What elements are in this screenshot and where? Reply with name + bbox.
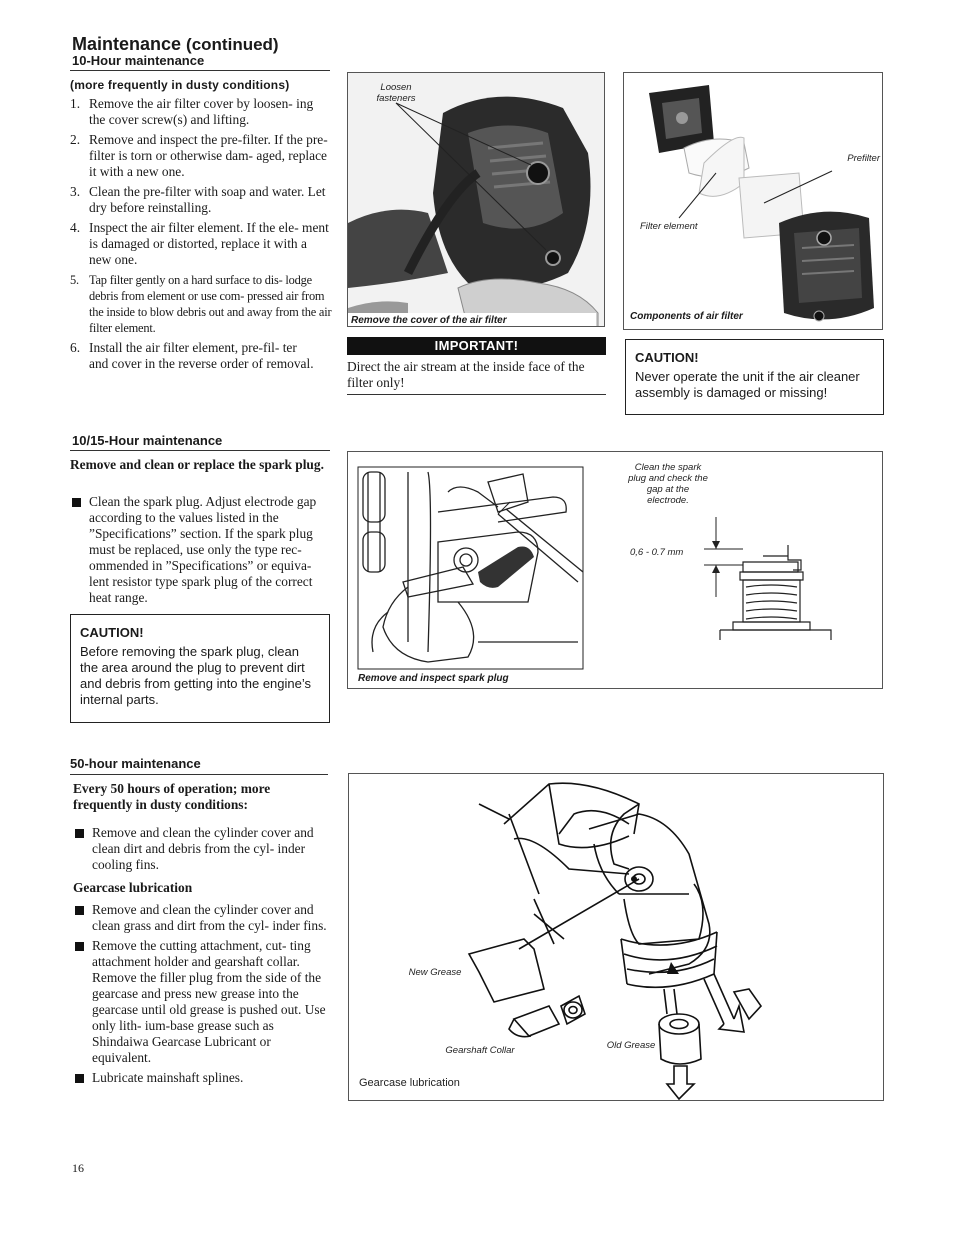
bullet-square-icon (75, 942, 84, 951)
caution-text: Never operate the unit if the air cleaner assembly is damaged or missing! (635, 369, 860, 400)
ten-hour-step: 5. Tap filter gently on a hard surface to dis- lodge debris from element or use com- pressed air from the inside to blow debris out and away from the air filter element. (70, 273, 332, 335)
gearcase-subheading: Gearcase lubrication (73, 880, 193, 895)
spark-plug-clean-label: Clean the spark plug and check the gap at the electrode. (628, 462, 708, 506)
important-text: Direct the air stream at the inside face of the filter only! (347, 359, 585, 390)
ten-hour-heading: 10-Hour maintenance (72, 53, 205, 68)
important-banner: IMPORTANT! (347, 337, 606, 355)
fifty-hour-bullets-b (73, 902, 329, 1090)
caution-title: CAUTION! (80, 625, 144, 640)
important-rule (347, 394, 606, 395)
fifteen-hour-intro: Remove and clean or replace the spark plug. (70, 457, 324, 472)
caution-text: Before removing the spark plug, clean the area around the plug to prevent dirt and debris from getting into the engine’s internal parts. (80, 644, 312, 707)
air-filter-components-caption: Components of air filter (630, 311, 743, 322)
loosen-fasteners-label: Loosen fasteners (376, 82, 416, 104)
ten-hour-step: 3. Clean the pre-filter with soap and water. Let dry before reinstalling. (70, 184, 326, 215)
bullet-square-icon (75, 1074, 84, 1083)
fifty-hour-bullet: Remove and clean the cylinder cover and clean grass and dirt from the cyl- inder fins. (73, 902, 329, 934)
page-number: 16 (72, 1161, 84, 1175)
caution-air-cleaner (625, 339, 884, 415)
ten-hour-rule (70, 70, 330, 71)
bullet-square-icon (72, 498, 81, 507)
caution-title: CAUTION! (635, 350, 699, 365)
gearshaft-collar-label: Gearshaft Collar (445, 1045, 515, 1056)
filter-element-label: Filter element (640, 221, 698, 232)
new-grease-label: New Grease (408, 967, 462, 978)
fifteen-hour-rule (70, 450, 330, 451)
air-filter-components-illustration (624, 73, 883, 330)
bullet-square-icon (75, 829, 84, 838)
bullet-square-icon (75, 906, 84, 915)
figure-air-filter-cover (347, 72, 605, 327)
ten-hour-step: 6. Install the air filter element, pre-fil- ter and cover in the reverse order of removal. (70, 340, 314, 371)
fifteen-hour-bullet: Clean the spark plug. Adjust electrode gap according to the values listed in the ”Specifications” section. If the spark plug must be replaced, use only the type rec- ommended in ”Specifications” or equiva- lent resistor type spark plug of the correct heat range. (70, 494, 334, 606)
fifty-hour-rule (70, 774, 328, 775)
ten-hour-subheading: (more frequently in dusty conditions) (70, 78, 290, 92)
ten-hour-step: 2. Remove and inspect the pre-filter. If the pre-filter is torn or otherwise dam- aged, replace it with a new one. (70, 132, 328, 179)
ten-hour-step: 4. Inspect the air filter element. If the ele- ment is damaged or distorted, replace it with a new one. (70, 220, 329, 267)
prefilter-label: Prefilter (847, 153, 880, 164)
air-filter-cover-caption: Remove the cover of the air filter (348, 313, 596, 327)
page-title-main: Maintenance (72, 34, 182, 54)
spark-plug-gap-label: 0,6 - 0.7 mm (630, 547, 684, 558)
fifty-hour-intro: Every 50 hours of operation; more frequently in dusty conditions: (73, 781, 271, 812)
fifty-hour-bullet: Remove the cutting attachment, cut- ting attachment holder and gearshaft collar. Remove the filler plug from the side of the gearcase and press new grease into the gearcase until old grease is pushed out. Use only lith- ium-base grease such as Shindaiwa Gearcase Lubricant or equivalent. (73, 938, 329, 1066)
fifty-hour-heading: 50-hour maintenance (70, 756, 201, 771)
figure-gearcase (348, 773, 884, 1101)
ten-hour-steps (70, 96, 332, 376)
fifteen-hour-heading: 10/15-Hour maintenance (72, 433, 223, 448)
fifty-hour-bullet: Remove and clean the cylinder cover and clean dirt and debris from the cyl- inder cooling fins. (73, 825, 329, 873)
figure-spark-plug (347, 451, 883, 689)
fifteen-hour-bullets (70, 494, 334, 610)
figure-air-filter-components (623, 72, 883, 330)
air-filter-cover-illustration (348, 73, 605, 327)
fifty-hour-bullet: Lubricate mainshaft splines. (73, 1070, 329, 1086)
ten-hour-step: 1. Remove the air filter cover by loosen- ing the cover screw(s) and lifting. (70, 96, 314, 127)
page-title-suffix: (continued) (186, 35, 279, 54)
spark-plug-caption: Remove and inspect spark plug (358, 673, 509, 684)
spark-plug-illustration (348, 452, 883, 689)
page-title (72, 34, 279, 55)
fifty-hour-bullets-a (73, 825, 329, 877)
gearcase-caption: Gearcase lubrication (359, 1077, 460, 1089)
caution-spark-plug (70, 614, 330, 723)
gearcase-illustration (349, 774, 884, 1101)
old-grease-label: Old Grease (606, 1040, 656, 1051)
